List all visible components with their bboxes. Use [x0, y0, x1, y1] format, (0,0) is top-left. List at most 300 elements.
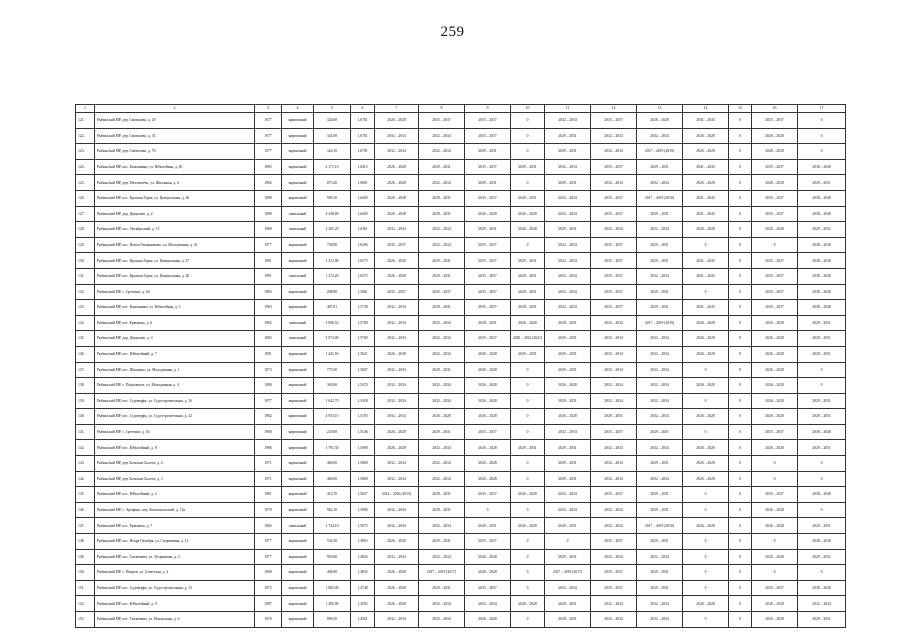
- work-period-h-cell: 2026 – 2028: [683, 409, 729, 425]
- index-cell: 1,6375: [351, 253, 375, 269]
- work-period-d-cell: 2029 – 2031: [511, 284, 545, 300]
- address-cell: Рыбинский МР, пос. Октябрьский, д. 15: [95, 222, 255, 238]
- table-row: [76, 331, 846, 347]
- year-built-cell: 1983: [255, 284, 282, 300]
- work-period-k-cell: 2029 – 2031: [798, 315, 846, 331]
- table-row: [76, 346, 846, 362]
- column-number-header: 6: [351, 105, 375, 113]
- row-number-cell: 145.: [76, 487, 95, 503]
- address-cell: Рыбинский МР, дер. Святилово, д. 29: [95, 113, 255, 129]
- work-period-b-cell: 2017 – 2019 (2017): [419, 565, 465, 581]
- work-period-i-cell: 0: [729, 549, 752, 565]
- work-period-i-cell: 0: [729, 346, 752, 362]
- work-period-e-cell: 2029 – 2031: [545, 331, 591, 347]
- work-period-h-cell: 2026 – 2028: [683, 471, 729, 487]
- work-period-i-cell: 0: [729, 424, 752, 440]
- work-period-i-cell: 0: [729, 284, 752, 300]
- work-period-e-cell: 2029 – 2031: [545, 440, 591, 456]
- index-cell: 1,5037: [351, 487, 375, 503]
- work-period-c-cell: 2026 – 2028: [465, 206, 511, 222]
- work-period-d-cell: 0: [511, 502, 545, 518]
- wall-material-cell: панельный: [282, 331, 314, 347]
- total-area-cell: 903,60: [314, 549, 351, 565]
- work-period-g-cell: 2032 – 2034: [637, 596, 683, 612]
- work-period-f-cell: 2032 – 2034: [591, 331, 637, 347]
- work-period-f-cell: 2032 – 2034: [591, 175, 637, 191]
- work-period-c-cell: 2035 – 2037: [465, 580, 511, 596]
- work-period-a-cell: 2035 – 2037: [375, 237, 419, 253]
- work-period-d-cell: 2029 – 2031: [511, 268, 545, 284]
- column-number-header: 5: [314, 105, 351, 113]
- table-row: [76, 253, 846, 269]
- work-period-a-cell: 2026 – 2028: [375, 534, 419, 550]
- address-cell: Рыбинский МР, пос. Каменники, ул. Юбилейная, д. 5: [95, 300, 255, 316]
- work-period-b-cell: 2029 – 2031: [419, 424, 465, 440]
- table-row: [76, 502, 846, 518]
- table-row: [76, 113, 846, 129]
- year-built-cell: 1973: [255, 362, 282, 378]
- work-period-h-cell: 0: [683, 534, 729, 550]
- work-period-b-cell: 2032 – 2034: [419, 596, 465, 612]
- address-cell: Рыбинский МР, дер. Святилово, д. 31: [95, 128, 255, 144]
- work-period-a-cell: 2026 – 2028: [375, 424, 419, 440]
- year-built-cell: 1977: [255, 128, 282, 144]
- row-number-cell: 124.: [76, 159, 95, 175]
- work-period-j-cell: 0: [752, 534, 798, 550]
- year-built-cell: 1975: [255, 580, 282, 596]
- work-period-j-cell: 2035 – 2037: [752, 159, 798, 175]
- work-period-a-cell: 2026 – 2028: [375, 159, 419, 175]
- year-built-cell: 1979: [255, 502, 282, 518]
- index-cell: 1,5193: [351, 409, 375, 425]
- work-period-a-cell: 2032 – 2034: [375, 456, 419, 472]
- total-area-cell: 1 791,30: [314, 440, 351, 456]
- work-period-c-cell: 2035 – 2037: [465, 237, 511, 253]
- work-period-f-cell: 2035 – 2037: [591, 300, 637, 316]
- work-period-b-cell: 2032 – 2034: [419, 471, 465, 487]
- work-period-g-cell: 2029 – 2031: [637, 206, 683, 222]
- work-period-f-cell: 2035 – 2037: [591, 206, 637, 222]
- index-cell: 1,5470: [351, 378, 375, 394]
- wall-material-cell: кирпичный: [282, 300, 314, 316]
- work-period-k-cell: 2038 – 2040: [798, 253, 846, 269]
- work-period-i-cell: 0: [729, 237, 752, 253]
- column-number-header: 7: [375, 105, 419, 113]
- work-period-g-cell: 2029 – 2031: [637, 300, 683, 316]
- work-period-e-cell: 2029 – 2031: [545, 549, 591, 565]
- table-row: [76, 237, 846, 253]
- work-period-k-cell: 2038 – 2040: [798, 284, 846, 300]
- work-period-a-cell: 2014 – 2016 (2015): [375, 487, 419, 503]
- work-period-e-cell: 2029 – 2031: [545, 518, 591, 534]
- work-period-k-cell: 2038 – 2040: [798, 424, 846, 440]
- row-number-cell: 128.: [76, 222, 95, 238]
- column-number-header: 17: [798, 105, 846, 113]
- index-cell: 1,5607: [351, 362, 375, 378]
- work-period-h-cell: 2026 – 2028: [683, 315, 729, 331]
- work-period-c-cell: 2035 – 2037: [465, 300, 511, 316]
- work-period-h-cell: 2026 – 2028: [683, 378, 729, 394]
- address-cell: Рыбинский МР, пос. Судоверфь, ул. Судостроительная, д. 15: [95, 580, 255, 596]
- address-cell: Рыбинский МР, пос. Судоверфь, ул. Судостроительная, д. 22: [95, 409, 255, 425]
- work-period-e-cell: 2032 – 2034: [545, 159, 591, 175]
- work-period-c-cell: 2026 – 2028: [465, 565, 511, 581]
- row-number-cell: 130.: [76, 253, 95, 269]
- total-area-cell: 1 272,20: [314, 268, 351, 284]
- row-number-cell: 133.: [76, 300, 95, 316]
- total-area-cell: 460,00: [314, 456, 351, 472]
- work-period-j-cell: 2026 – 2028: [752, 362, 798, 378]
- work-period-d-cell: 2029 – 2031: [511, 440, 545, 456]
- work-period-g-cell: 2029 – 2031: [637, 534, 683, 550]
- work-period-c-cell: 2026 – 2028: [465, 549, 511, 565]
- work-period-c-cell: 2035 – 2037: [465, 487, 511, 503]
- work-period-h-cell: 2041 – 2043: [683, 113, 729, 129]
- work-period-j-cell: 0: [752, 237, 798, 253]
- work-period-g-cell: 2017 – 2019 (2019): [637, 315, 683, 331]
- work-period-h-cell: 0: [683, 580, 729, 596]
- work-period-h-cell: 2026 – 2028: [683, 175, 729, 191]
- work-period-a-cell: 2035 – 2037: [375, 284, 419, 300]
- total-area-cell: 326,60: [314, 113, 351, 129]
- work-period-h-cell: 2041 – 2043: [683, 268, 729, 284]
- column-number-header: 13: [637, 105, 683, 113]
- table-row: [76, 393, 846, 409]
- work-period-d-cell: 0: [511, 565, 545, 581]
- work-period-e-cell: 2029 – 2031: [545, 222, 591, 238]
- column-number-header: 14: [683, 105, 729, 113]
- work-period-f-cell: 2035 – 2037: [591, 424, 637, 440]
- work-period-h-cell: 2026 – 2028: [683, 144, 729, 160]
- work-period-k-cell: 2029 – 2031: [798, 440, 846, 456]
- row-number-cell: 129.: [76, 237, 95, 253]
- wall-material-cell: кирпичный: [282, 424, 314, 440]
- work-period-e-cell: 2029 – 2031: [545, 128, 591, 144]
- work-period-a-cell: 2032 – 2034: [375, 222, 419, 238]
- work-period-j-cell: 0: [752, 471, 798, 487]
- work-period-f-cell: 2032 – 2034: [591, 518, 637, 534]
- work-period-f-cell: 2035 – 2037: [591, 534, 637, 550]
- address-cell: Рыбинский МР, дер. Большие Болота, д. 3: [95, 471, 255, 487]
- total-area-cell: 770,30: [314, 362, 351, 378]
- work-period-h-cell: 0: [683, 565, 729, 581]
- work-period-i-cell: 0: [729, 487, 752, 503]
- work-period-e-cell: 2032 – 2034: [545, 424, 591, 440]
- work-period-f-cell: 2035 – 2037: [591, 253, 637, 269]
- year-built-cell: 1985: [255, 159, 282, 175]
- total-area-cell: 962,10: [314, 502, 351, 518]
- address-cell: Рыбинский МР, пос. Ермаково, д. 7: [95, 518, 255, 534]
- wall-material-cell: кирпичный: [282, 159, 314, 175]
- year-built-cell: 1980: [255, 206, 282, 222]
- wall-material-cell: кирпичный: [282, 596, 314, 612]
- work-period-i-cell: 0: [729, 113, 752, 129]
- work-period-a-cell: 2026 – 2028: [375, 175, 419, 191]
- work-period-g-cell: 2032 – 2034: [637, 378, 683, 394]
- work-period-f-cell: 2032 – 2034: [591, 378, 637, 394]
- work-period-c-cell: 2029 – 2031: [465, 315, 511, 331]
- index-cell: 1,6781: [351, 144, 375, 160]
- table-row: [76, 471, 846, 487]
- work-period-d-cell: 2029 – 2031: [511, 190, 545, 206]
- row-number-cell: 121.: [76, 113, 95, 129]
- total-area-cell: 460,00: [314, 471, 351, 487]
- work-period-c-cell: 2029 – 2031: [465, 518, 511, 534]
- work-period-i-cell: 0: [729, 580, 752, 596]
- total-area-cell: 1 642,70: [314, 393, 351, 409]
- work-period-d-cell: 2029 – 2031: [511, 346, 545, 362]
- row-number-cell: 136.: [76, 346, 95, 362]
- work-period-c-cell: 2035 – 2037: [465, 159, 511, 175]
- total-area-cell: 4 438,80: [314, 206, 351, 222]
- work-period-e-cell: 2029 – 2031: [545, 315, 591, 331]
- work-period-b-cell: 2029 – 2031: [419, 362, 465, 378]
- work-period-e-cell: 2032 – 2034: [545, 580, 591, 596]
- work-period-e-cell: 2017 – 2019 (2017): [545, 565, 591, 581]
- work-period-i-cell: 0: [729, 222, 752, 238]
- work-period-a-cell: 2032 – 2034: [375, 315, 419, 331]
- work-period-j-cell: 2035 – 2037: [752, 206, 798, 222]
- work-period-h-cell: 0: [683, 424, 729, 440]
- wall-material-cell: кирпичный: [282, 612, 314, 628]
- index-cell: 1,4963: [351, 534, 375, 550]
- work-period-c-cell: 2032 – 2034: [465, 596, 511, 612]
- work-period-g-cell: 2026 – 2028: [637, 113, 683, 129]
- work-period-k-cell: 2029 – 2031: [798, 346, 846, 362]
- work-period-f-cell: 2032 – 2034: [591, 612, 637, 628]
- work-period-g-cell: 2032 – 2034: [637, 612, 683, 628]
- work-period-h-cell: 2026 – 2028: [683, 346, 729, 362]
- row-number-cell: 125.: [76, 175, 95, 191]
- year-built-cell: 1980: [255, 190, 282, 206]
- work-period-b-cell: 2029 – 2031: [419, 159, 465, 175]
- work-period-h-cell: 0: [683, 502, 729, 518]
- work-period-j-cell: 2026 – 2028: [752, 409, 798, 425]
- row-number-cell: 151.: [76, 580, 95, 596]
- work-period-d-cell: 0: [511, 409, 545, 425]
- work-period-d-cell: 0: [511, 549, 545, 565]
- work-period-c-cell: 2035 – 2037: [465, 253, 511, 269]
- work-period-d-cell: 2029 – 2031: [511, 300, 545, 316]
- table-row: [76, 284, 846, 300]
- work-period-d-cell: 0: [511, 393, 545, 409]
- year-built-cell: 1977: [255, 393, 282, 409]
- row-number-cell: 139.: [76, 393, 95, 409]
- work-period-i-cell: 0: [729, 315, 752, 331]
- address-cell: Рыбинский МР, пос. Тихменево, ул. Вокзальная, д. 6: [95, 612, 255, 628]
- work-period-e-cell: 2032 – 2034: [545, 113, 591, 129]
- work-period-k-cell: 2038 – 2040: [798, 487, 846, 503]
- work-period-f-cell: 2032 – 2034: [591, 346, 637, 362]
- work-period-e-cell: 2029 – 2031: [545, 175, 591, 191]
- work-period-g-cell: 2032 – 2034: [637, 222, 683, 238]
- row-number-cell: 137.: [76, 362, 95, 378]
- work-period-d-cell: 2020 – 2022 (2021): [511, 331, 545, 347]
- work-period-h-cell: 2041 – 2043: [683, 159, 729, 175]
- work-period-c-cell: 2035 – 2037: [465, 113, 511, 129]
- row-number-cell: 127.: [76, 206, 95, 222]
- wall-material-cell: кирпичный: [282, 253, 314, 269]
- work-period-f-cell: 2032 – 2034: [591, 502, 637, 518]
- work-period-g-cell: 2032 – 2034: [637, 362, 683, 378]
- work-period-d-cell: 0: [511, 612, 545, 628]
- index-cell: 1,6450: [351, 206, 375, 222]
- table-row: [76, 128, 846, 144]
- table-row: [76, 612, 846, 628]
- work-period-c-cell: 2035 – 2037: [465, 268, 511, 284]
- column-number-header: 2: [95, 105, 255, 113]
- row-number-cell: 135.: [76, 331, 95, 347]
- wall-material-cell: кирпичный: [282, 580, 314, 596]
- address-cell: Рыбинский МР, пос. Искра Октября, ул. Спортивная, д. 12: [95, 534, 255, 550]
- work-period-i-cell: 0: [729, 144, 752, 160]
- work-period-c-cell: 2035 – 2037: [465, 331, 511, 347]
- wall-material-cell: панельный: [282, 268, 314, 284]
- work-period-f-cell: 2035 – 2037: [591, 113, 637, 129]
- work-period-i-cell: 0: [729, 206, 752, 222]
- work-period-f-cell: 2032 – 2034: [591, 393, 637, 409]
- total-area-cell: 909,10: [314, 190, 351, 206]
- work-period-a-cell: 2032 – 2034: [375, 409, 419, 425]
- work-period-c-cell: 2026 – 2028: [465, 362, 511, 378]
- wall-material-cell: кирпичный: [282, 393, 314, 409]
- work-period-d-cell: 2026 – 2028: [511, 222, 545, 238]
- table-row: [76, 315, 846, 331]
- work-period-d-cell: 0: [511, 144, 545, 160]
- index-cell: 1,6861: [351, 175, 375, 191]
- work-period-a-cell: 2026 – 2028: [375, 268, 419, 284]
- work-period-b-cell: 2029 – 2031: [419, 300, 465, 316]
- address-cell: Рыбинский МР, дер. Святилово, д. 76: [95, 144, 255, 160]
- row-number-cell: 149.: [76, 549, 95, 565]
- year-built-cell: 1983: [255, 300, 282, 316]
- work-period-f-cell: 2035 – 2037: [591, 190, 637, 206]
- total-area-cell: 1 485,90: [314, 596, 351, 612]
- index-cell: 1,5681: [351, 284, 375, 300]
- work-period-c-cell: 2035 – 2037: [465, 128, 511, 144]
- work-period-f-cell: 2035 – 2037: [591, 159, 637, 175]
- wall-material-cell: кирпичный: [282, 144, 314, 160]
- work-period-k-cell: 2038 – 2040: [798, 580, 846, 596]
- work-period-k-cell: 0: [798, 128, 846, 144]
- total-area-cell: 1 744,10: [314, 518, 351, 534]
- work-period-a-cell: 2032 – 2034: [375, 378, 419, 394]
- work-period-d-cell: 2029 – 2031: [511, 159, 545, 175]
- work-period-e-cell: 2029 – 2031: [545, 612, 591, 628]
- work-period-j-cell: 2035 – 2037: [752, 253, 798, 269]
- work-period-g-cell: 2029 – 2031: [637, 237, 683, 253]
- work-period-b-cell: 2032 – 2034: [419, 237, 465, 253]
- table-header-row: [76, 105, 846, 113]
- row-number-cell: 126.: [76, 190, 95, 206]
- index-cell: 1,5700: [351, 331, 375, 347]
- table-row: [76, 424, 846, 440]
- row-number-cell: 147.: [76, 518, 95, 534]
- total-area-cell: 406,90: [314, 565, 351, 581]
- row-number-cell: 140.: [76, 409, 95, 425]
- index-cell: 1,5080: [351, 440, 375, 456]
- work-period-k-cell: 2029 – 2031: [798, 612, 846, 628]
- work-period-d-cell: 2026 – 2028: [511, 206, 545, 222]
- work-period-d-cell: 0: [511, 128, 545, 144]
- wall-material-cell: кирпичный: [282, 378, 314, 394]
- total-area-cell: 298,80: [314, 284, 351, 300]
- index-cell: 1,4844: [351, 549, 375, 565]
- work-period-k-cell: 2029 – 2031: [798, 175, 846, 191]
- work-period-d-cell: 0: [511, 471, 545, 487]
- total-area-cell: 758,80: [314, 237, 351, 253]
- total-area-cell: 1 682,00: [314, 580, 351, 596]
- work-period-e-cell: 2032 – 2034: [545, 253, 591, 269]
- year-built-cell: 1982: [255, 315, 282, 331]
- work-period-c-cell: 2029 – 2031: [465, 175, 511, 191]
- address-cell: Рыбинский МР, пос. Юбилейный, д. 2: [95, 487, 255, 503]
- work-period-j-cell: 2035 – 2037: [752, 113, 798, 129]
- work-period-i-cell: 0: [729, 268, 752, 284]
- work-period-h-cell: 0: [683, 362, 729, 378]
- work-period-i-cell: 0: [729, 362, 752, 378]
- work-period-g-cell: 2032 – 2034: [637, 175, 683, 191]
- year-built-cell: 1980: [255, 378, 282, 394]
- work-period-j-cell: 2026 – 2028: [752, 596, 798, 612]
- total-area-cell: 1 441,50: [314, 346, 351, 362]
- work-period-f-cell: 2032 – 2034: [591, 549, 637, 565]
- work-period-e-cell: 2032 – 2034: [545, 268, 591, 284]
- work-period-b-cell: 2029 – 2031: [419, 253, 465, 269]
- work-period-g-cell: 2017 – 2019 (2019): [637, 518, 683, 534]
- address-cell: Рыбинский МР, с. Покровское, ул. Молодежная, д. 4: [95, 378, 255, 394]
- row-number-cell: 153.: [76, 612, 95, 628]
- work-period-g-cell: 2029 – 2031: [637, 424, 683, 440]
- work-period-i-cell: 0: [729, 175, 752, 191]
- work-period-g-cell: 2032 – 2034: [637, 409, 683, 425]
- work-period-d-cell: 0: [511, 580, 545, 596]
- column-number-header: 12: [591, 105, 637, 113]
- year-built-cell: 1965: [255, 518, 282, 534]
- index-cell: 1,4748: [351, 580, 375, 596]
- work-period-f-cell: 2032 – 2034: [591, 315, 637, 331]
- work-period-g-cell: 2032 – 2034: [637, 440, 683, 456]
- table-row: [76, 596, 846, 612]
- address-cell: Рыбинский МР, пос. Юбилейный, д. 8: [95, 440, 255, 456]
- work-period-k-cell: 2032 – 2034: [798, 596, 846, 612]
- address-cell: Рыбинский МР, дер. Мелентьево, ул. Школьная, д. 6: [95, 175, 255, 191]
- index-cell: 1,6781: [351, 113, 375, 129]
- column-number-header: 16: [752, 105, 798, 113]
- work-period-b-cell: 2032 – 2034: [419, 331, 465, 347]
- index-cell: 1,5621: [351, 346, 375, 362]
- total-area-cell: 4 953,10: [314, 409, 351, 425]
- year-built-cell: 1981: [255, 487, 282, 503]
- work-period-g-cell: 2029 – 2031: [637, 284, 683, 300]
- work-period-c-cell: 2026 – 2028: [465, 346, 511, 362]
- work-period-j-cell: 2026 – 2028: [752, 612, 798, 628]
- work-period-j-cell: 2026 – 2028: [752, 393, 798, 409]
- work-period-j-cell: 2035 – 2037: [752, 424, 798, 440]
- year-built-cell: 1982: [255, 409, 282, 425]
- work-period-f-cell: 2032 – 2034: [591, 362, 637, 378]
- work-period-g-cell: 2032 – 2034: [637, 128, 683, 144]
- year-built-cell: 1976: [255, 612, 282, 628]
- work-period-e-cell: 2029 – 2031: [545, 362, 591, 378]
- work-period-h-cell: 2026 – 2028: [683, 222, 729, 238]
- page-number: 259: [440, 24, 465, 40]
- work-period-b-cell: 2032 – 2034: [419, 456, 465, 472]
- row-number-cell: 138.: [76, 378, 95, 394]
- work-period-e-cell: 2032 – 2034: [545, 300, 591, 316]
- wall-material-cell: кирпичный: [282, 565, 314, 581]
- index-cell: 1,5700: [351, 315, 375, 331]
